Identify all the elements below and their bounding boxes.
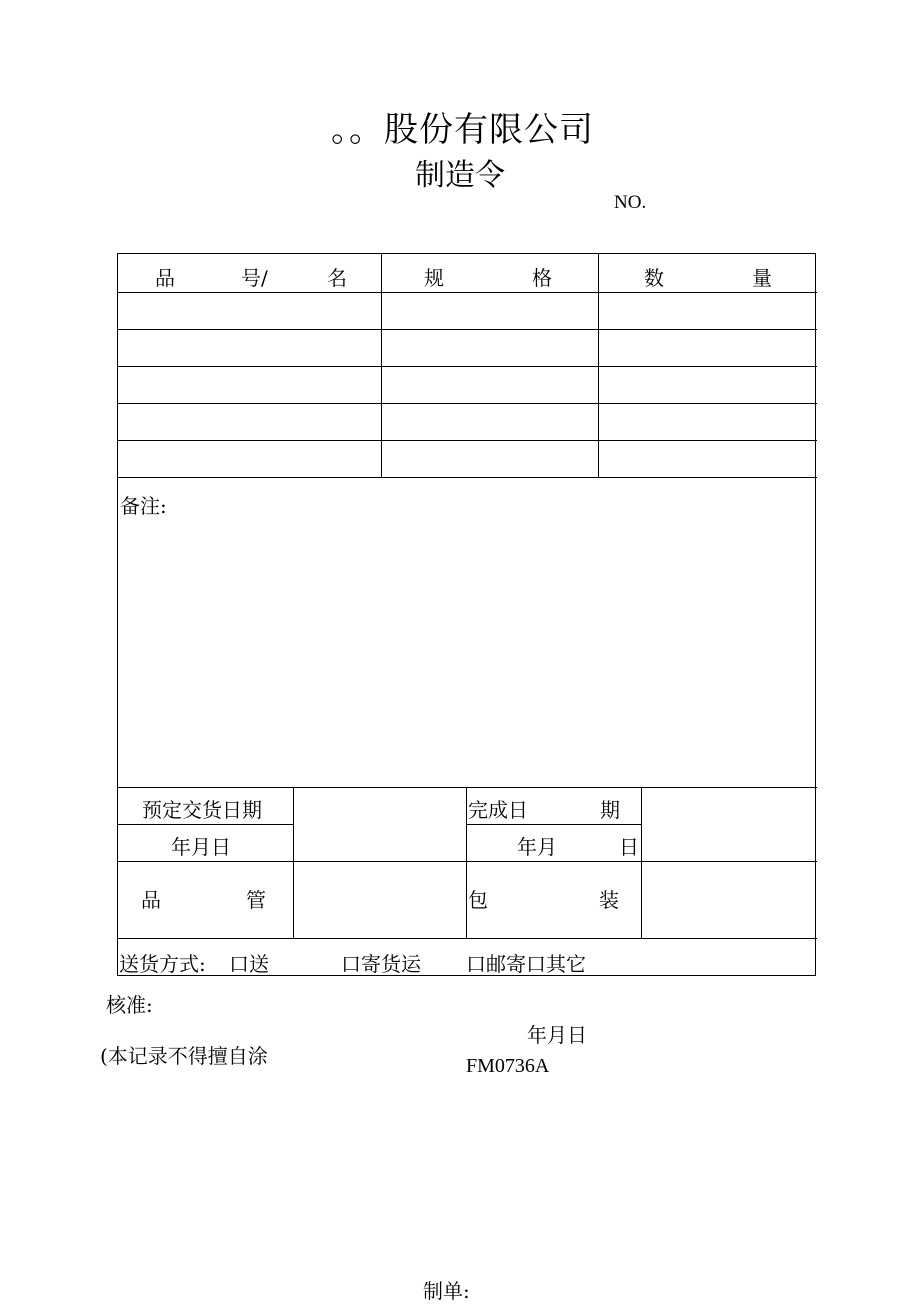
row-divider [118, 938, 817, 939]
remarks-label: 备注: [120, 494, 167, 518]
row-divider [118, 292, 817, 293]
col-header-shu: 数 [644, 266, 664, 290]
col-header-liang: 量 [752, 266, 772, 290]
col-divider [641, 787, 642, 938]
col-header-pin: 品 [155, 266, 175, 290]
row-divider [118, 403, 817, 404]
row-divider [118, 329, 817, 330]
completion-date-d: 日 [619, 835, 639, 859]
form-number-label: NO. [614, 192, 647, 213]
delivery-date-ymd: 年月日 [171, 835, 231, 859]
remarks-bottom-divider [118, 787, 817, 788]
company-name: 。。股份有限公司 [331, 110, 594, 150]
form-title: 制造令 [415, 158, 505, 193]
approve-label: 核准: [106, 993, 153, 1017]
packing-label-suffix: 装 [599, 888, 619, 912]
row-divider [118, 440, 817, 441]
manufacturing-order-table [117, 253, 816, 976]
delivery-date-label: 预定交货日期 [142, 798, 262, 822]
col-divider [381, 254, 382, 477]
cell-divider [118, 824, 293, 825]
qc-label: 品 [141, 888, 161, 912]
form-code: FM0736A [466, 1055, 550, 1077]
shipping-option-freight: 口寄货运 [341, 952, 421, 976]
shipping-option-send: 口送 [229, 952, 269, 976]
row-divider [118, 366, 817, 367]
completion-date-label-suffix: 期 [600, 798, 620, 822]
col-header-gui: 规 [424, 266, 444, 290]
packing-label: 包 [468, 888, 488, 912]
col-header-ge: 格 [532, 266, 552, 290]
shipping-method-label: 送货方式: [119, 952, 206, 976]
col-divider [293, 787, 294, 938]
shipping-option-mail-other: 口邮寄口其它 [466, 952, 586, 976]
completion-date-ym: 年月 [517, 835, 557, 859]
approve-date: 年月日 [527, 1023, 587, 1047]
record-note: (本记录不得擅自涂 [100, 1044, 268, 1068]
row-divider [118, 861, 817, 862]
col-divider [598, 254, 599, 477]
qc-label-suffix: 管 [246, 888, 266, 912]
col-divider [466, 787, 467, 938]
prepared-by-label: 制单: [423, 1279, 470, 1303]
col-header-hao: 号/ [241, 266, 268, 290]
col-header-ming: 名 [327, 266, 347, 290]
completion-date-label: 完成日 [468, 798, 528, 822]
row-divider [118, 477, 817, 478]
cell-divider [466, 824, 641, 825]
